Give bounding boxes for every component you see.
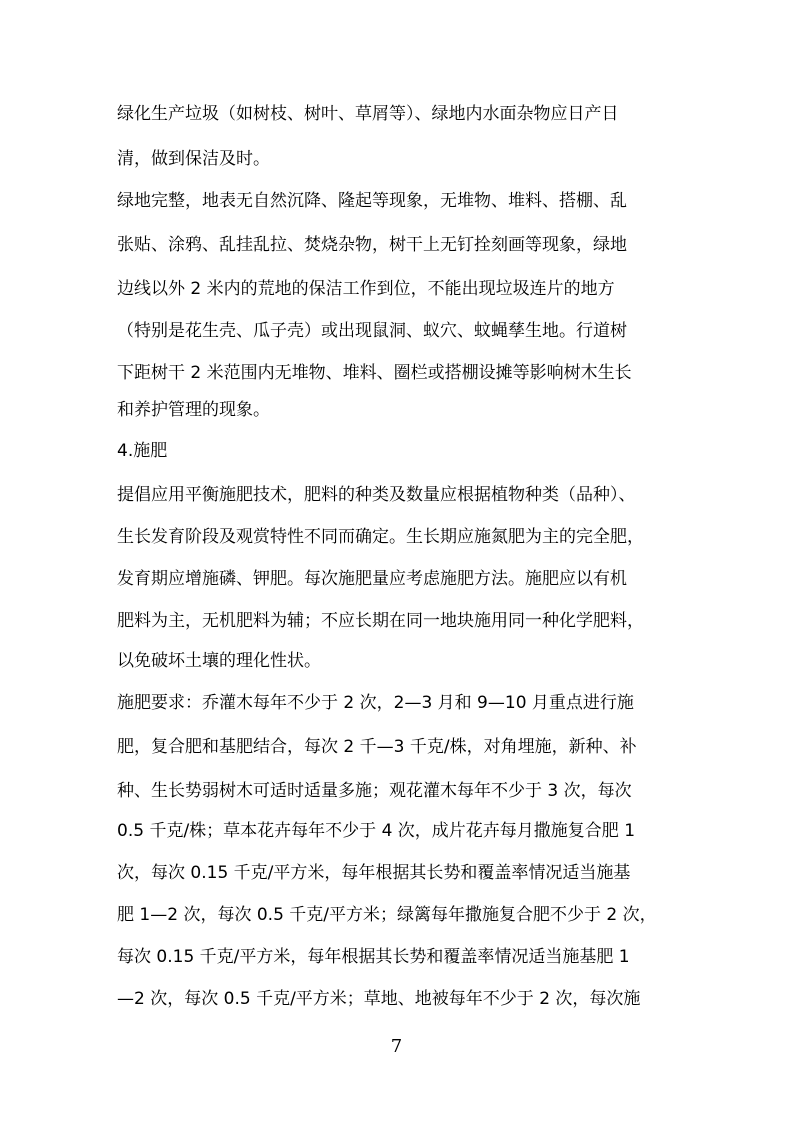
text-line: 和养护管理的现象。	[117, 400, 270, 420]
text-line: 种、生长势弱树木可适时适量多施；观花灌木每年不少于 3 次，每次	[117, 781, 632, 801]
section-heading: 4.施肥	[117, 441, 168, 461]
text-line: （特别是花生壳、瓜子壳）或出现鼠洞、蚁穴、蚊蝇孳生地。行道树	[117, 321, 627, 341]
page-number: 7	[390, 1036, 403, 1057]
text-line: 肥料为主，无机肥料为辅；不应长期在同一地块施用同一种化学肥料，	[117, 611, 644, 631]
text-line: 生长发育阶段及观赏特性不同而确定。生长期应施氮肥为主的完全肥，	[117, 527, 644, 547]
text-line: 绿地完整，地表无自然沉降、隆起等现象，无堆物、堆料、搭棚、乱	[117, 191, 627, 211]
text-line: 每次 0.15 千克/平方米，每年根据其长势和覆盖率情况适当施基肥 1	[117, 947, 630, 967]
text-line: 0.5 千克/株；草本花卉每年不少于 4 次，成片花卉每月撒施复合肥 1	[117, 821, 636, 841]
text-line: 次，每次 0.15 千克/平方米，每年根据其长势和覆盖率情况适当施基	[117, 863, 631, 883]
text-line: 清，做到保洁及时。	[117, 149, 270, 169]
text-line: 肥 1—2 次，每次 0.5 千克/平方米；绿篱每年撒施复合肥不少于 2 次，	[117, 905, 657, 925]
text-line: 下距树干 2 米范围内无堆物、堆料、圈栏或搭棚设摊等影响树木生长	[117, 363, 632, 383]
text-line: 张贴、涂鸦、乱挂乱拉、焚烧杂物，树干上无钉拴刻画等现象，绿地	[117, 235, 627, 255]
text-line: 施肥要求：乔灌木每年不少于 2 次，2—3 月和 9—10 月重点进行施	[117, 693, 634, 713]
text-line: —2 次，每次 0.5 千克/平方米；草地、地被每年不少于 2 次，每次施	[117, 989, 641, 1009]
text-line: 边线以外 2 米内的荒地的保洁工作到位，不能出现垃圾连片的地方	[117, 279, 615, 299]
text-line: 发育期应增施磷、钾肥。每次施肥量应考虑施肥方法。施肥应以有机	[117, 569, 627, 589]
text-line: 提倡应用平衡施肥技术，肥料的种类及数量应根据植物种类（品种）、	[117, 485, 636, 505]
text-line: 肥，复合肥和基肥结合，每次 2 千—3 千克/株，对角埋施，新种、补	[117, 737, 637, 757]
text-line: 以免破坏土壤的理化性状。	[117, 651, 321, 671]
text-line: 绿化生产垃圾（如树枝、树叶、草屑等）、绿地内水面杂物应日产日	[117, 104, 619, 124]
